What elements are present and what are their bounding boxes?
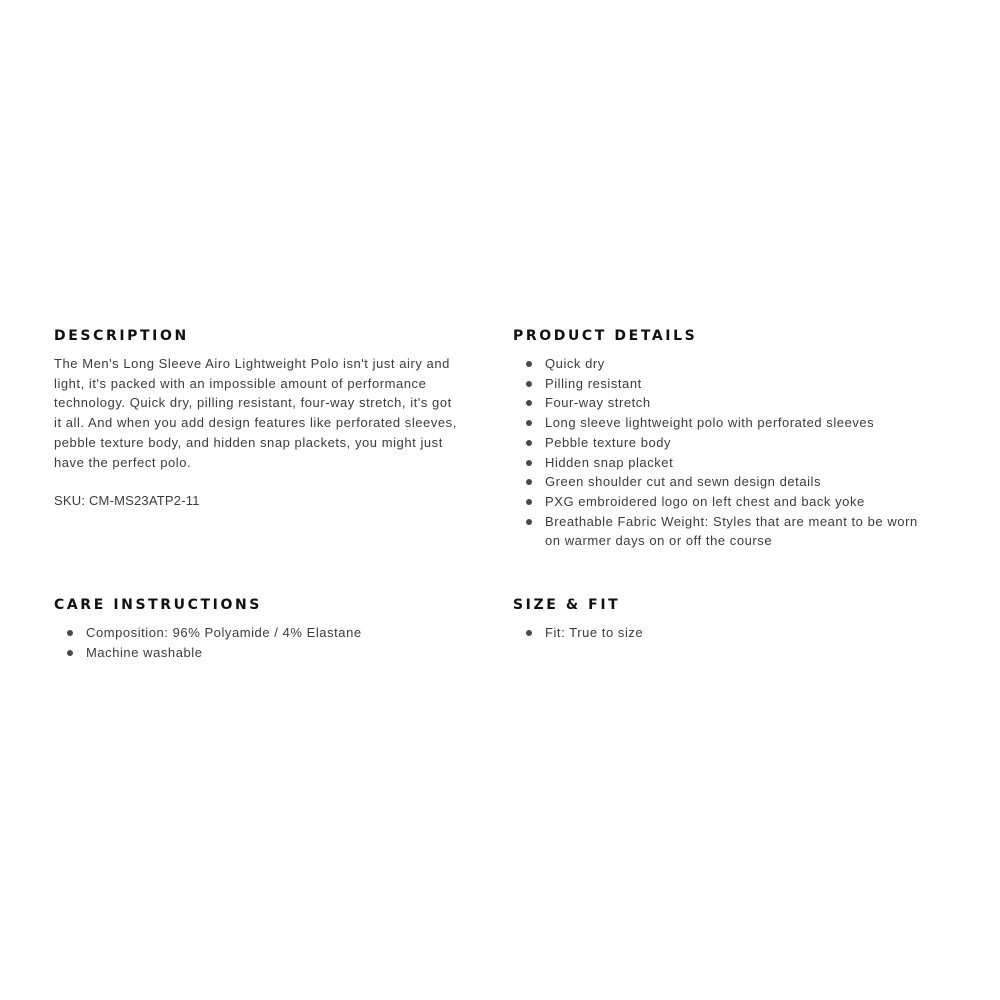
bullet-icon: [67, 630, 73, 636]
bullet-icon: [526, 440, 532, 446]
bullet-icon: [526, 519, 532, 525]
care-instructions-heading: CARE INSTRUCTIONS: [54, 597, 262, 613]
bullet-icon: [526, 420, 532, 426]
list-item-text: Machine washable: [86, 644, 203, 660]
list-item-text: Four-way stretch: [545, 395, 651, 411]
list-item-text: Pilling resistant: [545, 375, 642, 391]
product-details-list: [513, 354, 953, 551]
list-item: [513, 433, 953, 453]
list-item-text: Composition: 96% Polyamide / 4% Elastane: [86, 625, 362, 640]
description-line: technology. Quick dry, pilling resistant, four-way stretch, it's got: [54, 395, 452, 411]
list-item-text: Hidden snap placket: [545, 454, 674, 470]
description-line: The Men's Long Sleeve Airo Lightweight Polo isn't just airy and: [54, 356, 450, 371]
list-item-text: on warmer days on or off the course: [545, 533, 773, 549]
bullet-icon: [526, 460, 532, 466]
list-item: [513, 492, 953, 512]
size-fit-heading: SIZE & FIT: [513, 597, 621, 613]
list-item-text: Pebble texture body: [545, 434, 672, 450]
care-instructions-list: [54, 623, 494, 662]
list-item-text: PXG embroidered logo on left chest and back yoke: [545, 493, 865, 509]
list-item: [513, 453, 953, 473]
description-line: pebble texture body, and hidden snap plackets, you might just: [54, 434, 443, 450]
sku-text: SKU: CM-MS23ATP2-11: [54, 493, 200, 509]
list-item: [513, 623, 953, 643]
list-item-text: Fit: True to size: [545, 625, 644, 640]
bullet-icon: [67, 650, 73, 656]
list-item: [513, 472, 953, 492]
bullet-icon: [526, 400, 532, 406]
description-section: [54, 328, 494, 511]
list-item: [513, 374, 953, 394]
list-item-text: Breathable Fabric Weight: Styles that are meant to be worn: [545, 513, 918, 529]
bullet-icon: [526, 479, 532, 485]
bullet-icon: [526, 630, 532, 636]
size-fit-section: [513, 597, 953, 643]
list-item-text: Long sleeve lightweight polo with perforated sleeves: [545, 415, 875, 431]
list-item: [513, 413, 953, 433]
care-instructions-section: [54, 597, 494, 662]
description-heading: DESCRIPTION: [54, 328, 189, 344]
bullet-icon: [526, 499, 532, 505]
product-details-section: [513, 328, 953, 551]
size-fit-list: [513, 623, 953, 643]
description-line: it all. And when you add design features like perforated sleeves,: [54, 415, 457, 431]
list-item: [54, 643, 494, 663]
bullet-icon: [526, 381, 532, 387]
list-item: [513, 393, 953, 413]
description-line: light, it's packed with an impossible amount of performance: [54, 375, 427, 391]
list-item: [513, 354, 953, 374]
list-item: [513, 512, 953, 551]
description-text: [54, 354, 494, 472]
product-details-heading: PRODUCT DETAILS: [513, 328, 698, 344]
list-item-text: Green shoulder cut and sewn design details: [545, 474, 822, 490]
bullet-icon: [526, 361, 532, 367]
list-item: [54, 623, 494, 643]
list-item-text: Quick dry: [545, 356, 605, 371]
description-line: have the perfect polo.: [54, 454, 192, 470]
